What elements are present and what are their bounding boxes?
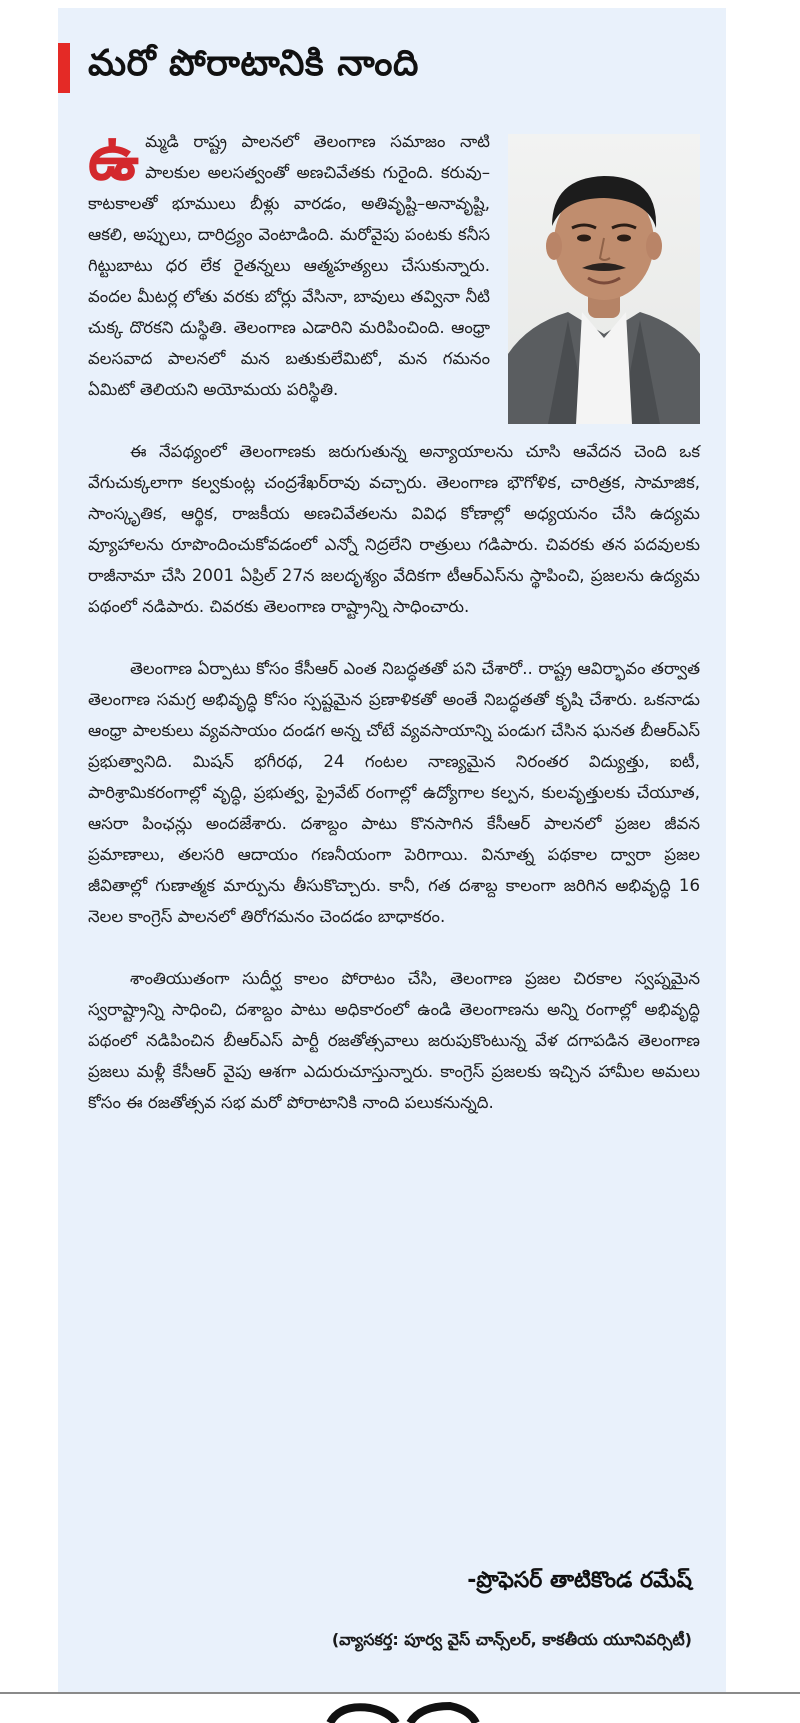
author-byline: -ప్రొఫెసర్ తాటికొండ రమేష్ [467, 1568, 692, 1593]
next-section-fragment [300, 1702, 500, 1723]
paragraph-2: ఈ నేపథ్యంలో తెలంగాణకు జరుగుతున్న అన్యాయాలను చూసి ఆవేదన చెంది ఒక వేగుచుక్కలాగా కల్వకుంట్ల చంద్రశేఖర్‌రావు వచ్చారు. తెలంగాణ భౌగోళిక, చారిత్రక, సామాజిక, సాంస్కృతిక, ఆర్థిక, రాజకీయ అణచివేతలను వివిధ కోణాల్లో అధ్యయనం చేసి ఉద్యమ వ్యూహాలను రూపొందించుకోవడంలో ఎన్నో నిద్రలేని రాత్రులు గడిపారు. చివరకు తన పదవులకు రాజీనామా చేసి 2001 ఏప్రిల్ 27న జలదృశ్యం వేదికగా టీఆర్ఎస్‌ను స్థాపించి, ప్రజలను ఉద్యమ పథంలో నడిపారు. చివరకు తెలంగాణ రాష్ట్రాన్ని సాధించారు. [88, 442, 700, 616]
headline: మరో పోరాటానికి నాంది [88, 43, 419, 84]
author-portrait-illustration [508, 134, 700, 424]
author-photo [508, 134, 700, 424]
paragraph-4: శాంతియుతంగా సుదీర్ఘ కాలం పోరాటం చేసి, తెలంగాణ ప్రజల చిరకాల స్వప్నమైన స్వరాష్ట్రాన్ని సాధించి, దశాబ్దం పాటు అధికారంలో ఉండి తెలంగాణను అన్ని రంగాల్లో అభివృద్ధి పథంలో నడిపించిన బీఆర్ఎస్ పార్టీ రజతోత్సవాలు జరుపుకొంటున్న వేళ దగాపడిన తెలంగాణ ప్రజలు మళ్లీ కేసీఆర్ వైపు ఆశగా ఎదురుచూస్తున్నారు. కాంగ్రెస్ ప్రజలకు ఇచ్చిన హామీల అమలు కోసం ఈ రజతోత్సవ సభ మరో పోరాటానికి నాంది పలుకనున్నది. [88, 969, 700, 1112]
article-panel [58, 8, 726, 1692]
headline-accent-bar [58, 43, 70, 93]
headline-row [58, 38, 419, 98]
cropped-glyph-decoration [300, 1702, 500, 1723]
author-credit: (వ్యాసకర్త: పూర్వ వైస్ చాన్స్‌లర్, కాకతీయ యూనివర్సిటీ) [331, 1630, 692, 1649]
page-divider [0, 1692, 800, 1694]
drop-cap: ఉ [88, 120, 140, 195]
paragraph-1-text: మ్మడి రాష్ట్ర పాలనలో తెలంగాణ సమాజం నాటి పాలకుల అలసత్వంతో అణచివేతకు గురైంది. కరువు– కాటకాలతో భూములు బీళ్లు వారడం, అతివృష్టి–అనావృష్టి, ఆకలి, అప్పులు, దారిద్ర్యం వెంటాడింది. మరోవైపు పంటకు కనీస గిట్టుబాటు ధర లేక రైతన్నలు ఆత్మహత్యలు చేసుకున్నారు. వందల మీటర్ల లోతు వరకు బోర్లు వేసినా, బావులు తవ్వినా నీటి చుక్క దొరకని దుస్థితి. తెలంగాణ ఎడారిని మరిపించింది. ఆంధ్రా వలసవాద పాలనలో మన బతుకులేమిటో, మన గమనం ఏమిటో తెలియని అయోమయ పరిస్థితి. [88, 132, 490, 399]
paragraph-3: తెలంగాణ ఏర్పాటు కోసం కేసీఆర్ ఎంత నిబద్ధతతో పని చేశారో.. రాష్ట్ర ఆవిర్భావం తర్వాత తెలంగాణ సమగ్ర అభివృద్ధి కోసం స్పష్టమైన ప్రణాళికతో అంతే నిబద్ధతతో కృషి చేశారు. ఒకనాడు ఆంధ్రా పాలకులు వ్యవసాయం దండగ అన్న చోటే వ్యవసాయాన్ని పండుగ చేసిన ఘనత బీఆర్ఎస్ ప్రభుత్వానిది. మిషన్ భగీరథ, 24 గంటల నాణ్యమైన నిరంతర విద్యుత్తు, ఐటీ, పారిశ్రామికరంగాల్లో వృద్ధి, ప్రభుత్వ, ప్రైవేట్ రంగాల్లో ఉద్యోగాల కల్పన, కులవృత్తులకు చేయూత, ఆసరా పింఛన్లు అందజేశారు. దశాబ్దం పాటు కొనసాగిన కేసీఆర్ పాలనలో ప్రజల జీవన ప్రమాణాలు, తలసరి ఆదాయం గణనీయంగా పెరిగాయి. వినూత్న పథకాల ద్వారా ప్రజల జీవితాల్లో గుణాత్మక మార్పును తీసుకొచ్చారు. కానీ, గత దశాబ్ద కాలంగా జరిగిన అభివృద్ధి 16 నెలల కాంగ్రెస్ పాలనలో తిరోగమనం చెందడం బాధాకరం. [88, 659, 700, 926]
article-body [88, 120, 700, 1149]
